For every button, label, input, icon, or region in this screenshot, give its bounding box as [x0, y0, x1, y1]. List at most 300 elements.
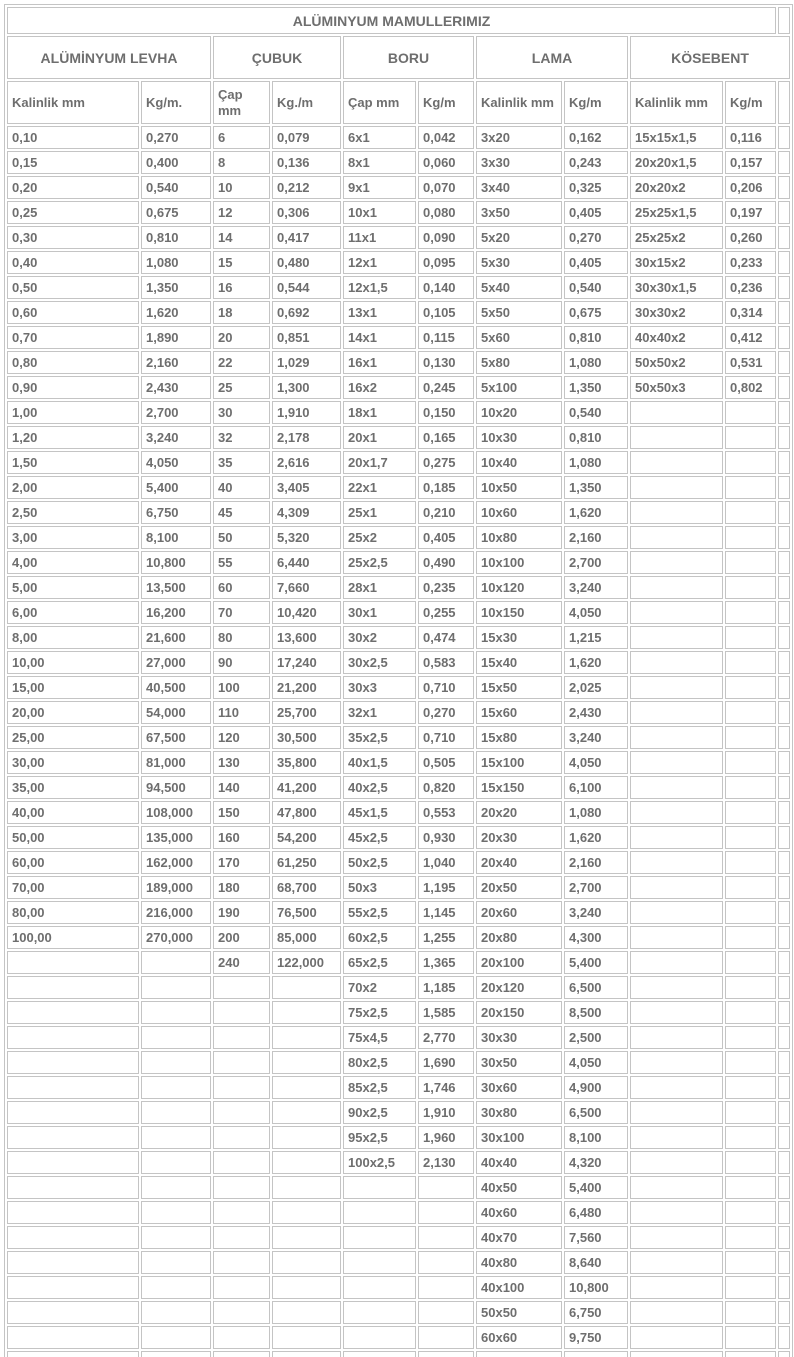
- cell: 100: [213, 676, 270, 699]
- spacer-cell: [778, 426, 790, 449]
- cell: 40x70: [476, 1226, 562, 1249]
- table-row: [7, 1276, 790, 1299]
- cell: [141, 976, 211, 999]
- cell: 1,145: [418, 901, 474, 924]
- cell: 20x1,7: [343, 451, 416, 474]
- cell: 16x2: [343, 376, 416, 399]
- table-row: [7, 151, 790, 174]
- cell: [630, 1226, 723, 1249]
- cell: 2,178: [272, 426, 341, 449]
- cell: 30,500: [272, 726, 341, 749]
- cell: [725, 1151, 776, 1174]
- cell: [630, 926, 723, 949]
- table-row: [7, 351, 790, 374]
- cell: 95x2,5: [343, 1126, 416, 1149]
- cell: [213, 1351, 270, 1357]
- cell: [725, 951, 776, 974]
- spacer-cell: [778, 326, 790, 349]
- table-row: [7, 901, 790, 924]
- cell: 60x60: [476, 1326, 562, 1349]
- cell: 0,130: [418, 351, 474, 374]
- cell: 0,400: [141, 151, 211, 174]
- cell: 8: [213, 151, 270, 174]
- spacer-cell: [778, 1176, 790, 1199]
- spacer-cell: [778, 176, 790, 199]
- cell: 6,00: [7, 601, 139, 624]
- spacer-cell: [778, 826, 790, 849]
- cell: 30x30x1,5: [630, 276, 723, 299]
- cell: 1,910: [272, 401, 341, 424]
- cell: 0,544: [272, 276, 341, 299]
- cell: 90: [213, 651, 270, 674]
- cell: [7, 1276, 139, 1299]
- cell: 2,00: [7, 476, 139, 499]
- cell: 30x60: [476, 1076, 562, 1099]
- spacer-cell: [778, 201, 790, 224]
- cell: 10x150: [476, 601, 562, 624]
- cell: 20x30: [476, 826, 562, 849]
- cell: 0,080: [418, 201, 474, 224]
- table-row: [7, 1326, 790, 1349]
- cell: [213, 1251, 270, 1274]
- cell: [630, 676, 723, 699]
- cell: 0,531: [725, 351, 776, 374]
- cell: [7, 1176, 139, 1199]
- cell: 2,770: [418, 1026, 474, 1049]
- cell: 16: [213, 276, 270, 299]
- table-row: [7, 701, 790, 724]
- cell: [141, 951, 211, 974]
- cell: 10x20: [476, 401, 562, 424]
- cell: 16,200: [141, 601, 211, 624]
- cell: [630, 851, 723, 874]
- cell: 0,810: [564, 426, 628, 449]
- cell: 30x100: [476, 1126, 562, 1149]
- table-row: [7, 626, 790, 649]
- cell: 100,00: [7, 926, 139, 949]
- cell: 10,420: [272, 601, 341, 624]
- cell: 13x1: [343, 301, 416, 324]
- cell: 35,00: [7, 776, 139, 799]
- cell: 0,930: [418, 826, 474, 849]
- cell: [213, 1201, 270, 1224]
- spacer-cell: [778, 876, 790, 899]
- cell: 20x60: [476, 901, 562, 924]
- cell: [7, 1326, 139, 1349]
- table-row: [7, 1251, 790, 1274]
- cell: 22: [213, 351, 270, 374]
- cell: 15x80: [476, 726, 562, 749]
- cell: 0,235: [418, 576, 474, 599]
- cell: 4,00: [7, 551, 139, 574]
- table-row: [7, 1001, 790, 1024]
- cell: 7,660: [272, 576, 341, 599]
- cell: 20x20x2: [630, 176, 723, 199]
- cell: 189,000: [141, 876, 211, 899]
- spacer-cell: [778, 1201, 790, 1224]
- cell: 68,700: [272, 876, 341, 899]
- cell: [7, 1126, 139, 1149]
- cell: 35: [213, 451, 270, 474]
- cell: [725, 551, 776, 574]
- cell: 0,060: [418, 151, 474, 174]
- cell: 1,255: [418, 926, 474, 949]
- cell: [7, 1076, 139, 1099]
- spacer-cell: [778, 276, 790, 299]
- cell: 20x80: [476, 926, 562, 949]
- cell: [213, 1301, 270, 1324]
- cell: [7, 1201, 139, 1224]
- cell: [630, 901, 723, 924]
- cell: 6,480: [564, 1201, 628, 1224]
- cell: 30x1: [343, 601, 416, 624]
- cell: 0,275: [418, 451, 474, 474]
- cell: 0,165: [418, 426, 474, 449]
- cell: [630, 876, 723, 899]
- cell: 40x60: [476, 1201, 562, 1224]
- spacer-cell: [778, 776, 790, 799]
- cell: 40x1,5: [343, 751, 416, 774]
- cell: [272, 1226, 341, 1249]
- cell: 1,620: [564, 501, 628, 524]
- table-row: [7, 301, 790, 324]
- cell: 0,042: [418, 126, 474, 149]
- cell: 32x1: [343, 701, 416, 724]
- cell: [725, 701, 776, 724]
- cell: 1,960: [418, 1126, 474, 1149]
- cell: 20x120: [476, 976, 562, 999]
- cell: [725, 926, 776, 949]
- column-header: Kg/m: [564, 81, 628, 124]
- cell: [141, 1201, 211, 1224]
- cell: 10x80: [476, 526, 562, 549]
- cell: [630, 1201, 723, 1224]
- cell: 0,505: [418, 751, 474, 774]
- cell: 0,314: [725, 301, 776, 324]
- cell: 70,00: [7, 876, 139, 899]
- cell: 2,50: [7, 501, 139, 524]
- spacer-cell: [778, 401, 790, 424]
- spacer-cell: [778, 526, 790, 549]
- cell: 0,710: [418, 726, 474, 749]
- cell: [272, 1076, 341, 1099]
- cell: [272, 1026, 341, 1049]
- cell: 200: [213, 926, 270, 949]
- cell: [630, 576, 723, 599]
- cell: 25: [213, 376, 270, 399]
- cell: [630, 1251, 723, 1274]
- cell: 40,00: [7, 801, 139, 824]
- cell: [141, 1226, 211, 1249]
- cell: 1,365: [418, 951, 474, 974]
- cell: 0,15: [7, 151, 139, 174]
- cell: 3,00: [7, 526, 139, 549]
- cell: [630, 751, 723, 774]
- cell: 3,240: [564, 726, 628, 749]
- column-header: Kg/m: [418, 81, 474, 124]
- cell: [725, 1351, 776, 1357]
- cell: [630, 826, 723, 849]
- cell: [725, 1201, 776, 1224]
- cell: 0,10: [7, 126, 139, 149]
- cell: [213, 1101, 270, 1124]
- cell: 40x40x2: [630, 326, 723, 349]
- group-header: ALÜMİNYUM LEVHA: [7, 36, 211, 79]
- cell: 21,200: [272, 676, 341, 699]
- cell: 1,350: [141, 276, 211, 299]
- cell: 0,70: [7, 326, 139, 349]
- group-header: KÖSEBENT: [630, 36, 790, 79]
- table-row: [7, 551, 790, 574]
- cell: 2,500: [564, 1026, 628, 1049]
- cell: [213, 1276, 270, 1299]
- spacer-cell: [778, 1051, 790, 1074]
- cell: 1,20: [7, 426, 139, 449]
- cell: [630, 401, 723, 424]
- spacer-cell: [778, 901, 790, 924]
- cell: 0,270: [418, 701, 474, 724]
- cell: [141, 1126, 211, 1149]
- cell: 32: [213, 426, 270, 449]
- cell: [725, 826, 776, 849]
- cell: 6,500: [564, 976, 628, 999]
- group-header: BORU: [343, 36, 474, 79]
- cell: 0,40: [7, 251, 139, 274]
- cell: 0,115: [418, 326, 474, 349]
- spacer-cell: [778, 701, 790, 724]
- cell: [725, 751, 776, 774]
- cell: [418, 1226, 474, 1249]
- table-row: [7, 801, 790, 824]
- table-row: [7, 201, 790, 224]
- cell: [141, 1326, 211, 1349]
- cell: 0,245: [418, 376, 474, 399]
- cell: [630, 1326, 723, 1349]
- cell: 80,00: [7, 901, 139, 924]
- cell: 0,474: [418, 626, 474, 649]
- cell: [630, 1076, 723, 1099]
- column-header: Kalinlik mm: [630, 81, 723, 124]
- cell: [213, 1226, 270, 1249]
- table-row: [7, 976, 790, 999]
- cell: 30x2: [343, 626, 416, 649]
- cell: 3,240: [564, 901, 628, 924]
- spacer-cell: [778, 1126, 790, 1149]
- table-row: [7, 426, 790, 449]
- cell: 80x2,5: [343, 1051, 416, 1074]
- cell: 5,400: [564, 951, 628, 974]
- cell: 0,270: [141, 126, 211, 149]
- cell: [725, 476, 776, 499]
- cell: 0,540: [564, 276, 628, 299]
- cell: [213, 1076, 270, 1099]
- cell: 0,405: [564, 251, 628, 274]
- cell: 13,600: [272, 626, 341, 649]
- cell: 94,500: [141, 776, 211, 799]
- cell: [630, 726, 723, 749]
- cell: 4,050: [564, 1051, 628, 1074]
- cell: 0,710: [418, 676, 474, 699]
- cell: [418, 1201, 474, 1224]
- spacer-cell: [778, 126, 790, 149]
- cell: 1,080: [564, 351, 628, 374]
- table-row: [7, 651, 790, 674]
- cell: 12x1,5: [343, 276, 416, 299]
- cell: 15x30: [476, 626, 562, 649]
- cell: 6,750: [141, 501, 211, 524]
- column-header: Kg./m: [272, 81, 341, 124]
- cell: 0,255: [418, 601, 474, 624]
- column-header: Çap mm: [213, 81, 270, 124]
- cell: [725, 576, 776, 599]
- cell: [725, 1051, 776, 1074]
- cell: 0,675: [141, 201, 211, 224]
- cell: [725, 1301, 776, 1324]
- cell: 13,500: [141, 576, 211, 599]
- cell: 0,20: [7, 176, 139, 199]
- cell: [630, 1126, 723, 1149]
- table-row: [7, 251, 790, 274]
- cell: [141, 1026, 211, 1049]
- spacer-cell: [778, 151, 790, 174]
- cell: 108,000: [141, 801, 211, 824]
- cell: 0,802: [725, 376, 776, 399]
- cell: 0,810: [564, 326, 628, 349]
- cell: 85,000: [272, 926, 341, 949]
- spacer-cell: [778, 226, 790, 249]
- cell: 0,105: [418, 301, 474, 324]
- cell: [343, 1276, 416, 1299]
- cell: [213, 1126, 270, 1149]
- cell: 0,306: [272, 201, 341, 224]
- spacer-cell: [778, 1101, 790, 1124]
- cell: 3x40: [476, 176, 562, 199]
- cell: 21,600: [141, 626, 211, 649]
- cell: 6,440: [272, 551, 341, 574]
- cell: [213, 1001, 270, 1024]
- spacer-cell: [778, 1351, 790, 1357]
- cell: 120: [213, 726, 270, 749]
- cell: 0,583: [418, 651, 474, 674]
- cell: 0,675: [564, 301, 628, 324]
- cell: 6,750: [564, 1301, 628, 1324]
- table-row: [7, 951, 790, 974]
- cell: 15,00: [7, 676, 139, 699]
- cell: [630, 1301, 723, 1324]
- cell: 140: [213, 776, 270, 799]
- cell: 60,00: [7, 851, 139, 874]
- cell: 50,00: [7, 826, 139, 849]
- cell: 22x1: [343, 476, 416, 499]
- cell: 4,050: [141, 451, 211, 474]
- table-row: [7, 326, 790, 349]
- spacer-cell: [778, 601, 790, 624]
- cell: [343, 1301, 416, 1324]
- cell: 10x50: [476, 476, 562, 499]
- cell: 30x80: [476, 1101, 562, 1124]
- cell: [213, 1326, 270, 1349]
- cell: 2,430: [141, 376, 211, 399]
- cell: 6: [213, 126, 270, 149]
- table-row: [7, 751, 790, 774]
- cell: [630, 1151, 723, 1174]
- cell: [141, 1101, 211, 1124]
- cell: [630, 476, 723, 499]
- cell: 0,079: [272, 126, 341, 149]
- cell: 18: [213, 301, 270, 324]
- table-row: [7, 926, 790, 949]
- cell: [725, 426, 776, 449]
- cell: 2,700: [141, 401, 211, 424]
- cell: 50x50x2: [630, 351, 723, 374]
- cell: 0,540: [141, 176, 211, 199]
- cell: 40x100: [476, 1276, 562, 1299]
- cell: 1,300: [272, 376, 341, 399]
- cell: [418, 1251, 474, 1274]
- cell: [725, 601, 776, 624]
- cell: 216,000: [141, 901, 211, 924]
- cell: 0,116: [725, 126, 776, 149]
- cell: [418, 1301, 474, 1324]
- cell: 50x2,5: [343, 851, 416, 874]
- spacer-cell: [778, 951, 790, 974]
- cell: [725, 651, 776, 674]
- cell: 14: [213, 226, 270, 249]
- cell: 10x100: [476, 551, 562, 574]
- cell: 0,405: [564, 201, 628, 224]
- cell: 1,585: [418, 1001, 474, 1024]
- cell: 10x1: [343, 201, 416, 224]
- cell: 2,025: [564, 676, 628, 699]
- table-row: [7, 401, 790, 424]
- cell: [630, 951, 723, 974]
- cell: 6x1: [343, 126, 416, 149]
- cell: [630, 1176, 723, 1199]
- cell: 41,200: [272, 776, 341, 799]
- cell: 50: [213, 526, 270, 549]
- cell: 2,130: [418, 1151, 474, 1174]
- spacer-cell: [778, 626, 790, 649]
- cell: 0,490: [418, 551, 474, 574]
- cell: 10x60: [476, 501, 562, 524]
- cell: [418, 1351, 474, 1357]
- cell: 0,80: [7, 351, 139, 374]
- cell: 11x1: [343, 226, 416, 249]
- spacer-cell: [778, 851, 790, 874]
- cell: 190: [213, 901, 270, 924]
- cell: 0,136: [272, 151, 341, 174]
- cell: 75x2,5: [343, 1001, 416, 1024]
- cell: 0,851: [272, 326, 341, 349]
- cell: [7, 1301, 139, 1324]
- cell: 17,240: [272, 651, 341, 674]
- cell: 0,90: [7, 376, 139, 399]
- cell: 25,700: [272, 701, 341, 724]
- spacer-cell: [778, 926, 790, 949]
- cell: 3,240: [564, 576, 628, 599]
- cell: 12: [213, 201, 270, 224]
- cell: 20: [213, 326, 270, 349]
- cell: 2,160: [141, 351, 211, 374]
- cell: 30x2,5: [343, 651, 416, 674]
- spacer-cell: [778, 976, 790, 999]
- cell: 0,412: [725, 326, 776, 349]
- cell: 1,690: [418, 1051, 474, 1074]
- table-row: [7, 476, 790, 499]
- cell: 170: [213, 851, 270, 874]
- cell: [141, 1076, 211, 1099]
- cell: 240: [213, 951, 270, 974]
